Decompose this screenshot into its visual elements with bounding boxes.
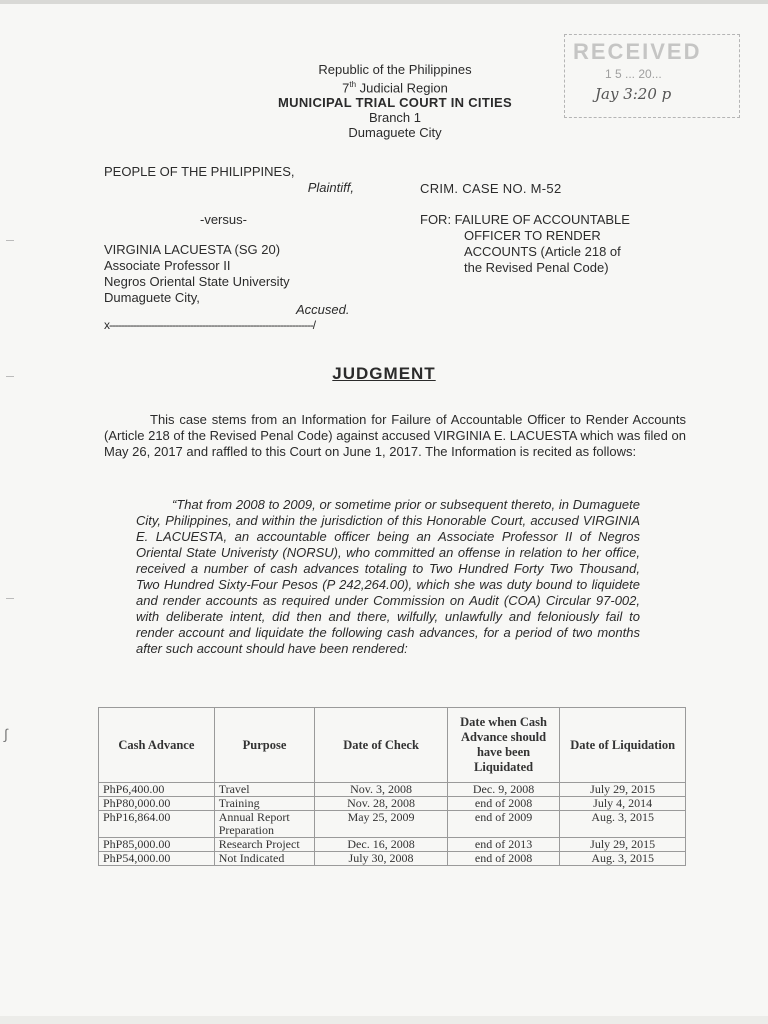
cell-due-date: end of 2008 xyxy=(447,852,560,866)
cell-check-date: May 25, 2009 xyxy=(315,811,447,838)
offense-line-4: the Revised Penal Code) xyxy=(464,260,609,275)
scan-edge-top xyxy=(0,0,768,4)
table-row xyxy=(99,811,686,838)
cell-due-date: end of 2008 xyxy=(447,797,560,811)
table-row xyxy=(99,797,686,811)
cell-purpose: Annual Report Preparation xyxy=(214,811,315,838)
cell-check-date: Nov. 28, 2008 xyxy=(315,797,447,811)
stamp-word: RECEIVED xyxy=(573,39,702,64)
header-date-should-liquidate: Date when Cash Advance should have been Liquidated xyxy=(447,708,560,783)
stamp-date: 1 5 ... 20... xyxy=(605,67,662,81)
offense-line-2: OFFICER TO RENDER xyxy=(464,228,601,243)
cell-amount: PhP80,000.00 xyxy=(99,797,215,811)
cell-purpose: Travel xyxy=(214,783,315,797)
header-republic: Republic of the Philippines xyxy=(318,62,472,77)
margin-scan-tick xyxy=(6,240,14,241)
versus-label: -versus- xyxy=(200,212,247,227)
accused-name: VIRGINIA LACUESTA (SG 20) xyxy=(104,242,281,257)
table-row xyxy=(99,852,686,866)
cell-due-date: end of 2009 xyxy=(447,811,560,838)
cell-liquidation-date: Aug. 3, 2015 xyxy=(560,811,686,838)
accused-label: Accused. xyxy=(296,302,350,317)
cell-amount: PhP54,000.00 xyxy=(99,852,215,866)
header-region-text: Judicial Region xyxy=(356,80,448,96)
accused-position: Associate Professor II xyxy=(104,258,231,273)
offense-line-3: ACCOUNTS (Article 218 of xyxy=(464,244,621,259)
header-branch: Branch 1 xyxy=(368,110,422,126)
cell-amount: PhP85,000.00 xyxy=(99,838,215,852)
offense-line-1: FOR: FAILURE OF ACCOUNTABLE xyxy=(420,212,630,227)
cell-check-date: Nov. 3, 2008 xyxy=(315,783,447,797)
judgment-title xyxy=(0,364,768,384)
table-row xyxy=(99,783,686,797)
margin-scan-tick xyxy=(6,598,14,599)
cell-purpose: Training xyxy=(214,797,315,811)
header-region-ordinal: 7 xyxy=(342,80,350,96)
case-number: CRIM. CASE NO. M-52 xyxy=(420,181,562,196)
accused-block xyxy=(104,242,384,306)
cell-purpose: Not Indicated xyxy=(214,852,315,866)
accused-school: Negros Oriental State University xyxy=(104,274,290,289)
cell-due-date: Dec. 9, 2008 xyxy=(447,783,560,797)
intro-paragraph: This case stems from an Information for Failure of Accountable Officer to Render Accounts (Article 218 of the Revised Penal Code) against accused VIRGINIA E. LACUESTA which was filed on May 26, 2017 and raffled to this Court on June 1, 2017. The Information is recited as follows: xyxy=(104,412,686,459)
header-city: Dumaguete City xyxy=(348,125,442,141)
header-purpose: Purpose xyxy=(214,708,315,783)
header-region-suffix: th xyxy=(349,80,357,89)
accused-city: Dumaguete City, xyxy=(104,290,200,305)
stamp-signature: Jay 3:20 p xyxy=(595,85,672,103)
cell-check-date: July 30, 2008 xyxy=(315,852,447,866)
plaintiff-label: Plaintiff, xyxy=(307,180,354,195)
cell-liquidation-date: Aug. 3, 2015 xyxy=(560,852,686,866)
cash-advance-table xyxy=(98,707,686,866)
cell-liquidation-date: July 29, 2015 xyxy=(560,783,686,797)
received-stamp xyxy=(564,34,740,118)
plaintiff-name: PEOPLE OF THE PHILIPPINES, xyxy=(104,164,295,179)
table-row xyxy=(99,838,686,852)
cell-liquidation-date: July 29, 2015 xyxy=(560,838,686,852)
judgment-title-text: JUDGMENT xyxy=(332,364,436,383)
cell-amount: PhP6,400.00 xyxy=(99,783,215,797)
margin-binding-mark: ∫ xyxy=(4,726,8,742)
information-quote: “That from 2008 to 2009, or sometime prior or subsequent thereto, in Dumaguete City, Philippines, and within the jurisdiction of this Honorable Court, accused VIRGINIA E. LACUESTA, an accountable officer being an Associate Professor II of Negros Oriental State Univeristy (NORSU), who committed an offense in relation to her office, received a number of cash advances totaling to Two Hundred Forty Two Thousand, Two Hundred Sixty-Four Pesos (P 242,264.00), which she was duty bound to liquidete and render accounts as required under Commission on Audit (COA) Circular 97-002, with deliberate intent, did then and there, wilfully, unlawfully and feloniously fail to render account and liquidate the following cash advances, for a period of two months after such account should have been rendered: xyxy=(136,497,640,656)
header-court: MUNICIPAL TRIAL COURT IN CITIES xyxy=(278,95,512,111)
scan-edge-bottom xyxy=(0,1016,768,1024)
cell-check-date: Dec. 16, 2008 xyxy=(315,838,447,852)
margin-scan-tick xyxy=(6,376,14,377)
table-header-row xyxy=(99,708,686,783)
header-date-of-liquidation: Date of Liquidation xyxy=(560,708,686,783)
cell-purpose: Research Project xyxy=(214,838,315,852)
case-caption-plaintiff xyxy=(104,164,404,196)
cell-due-date: end of 2013 xyxy=(447,838,560,852)
header-cash-advance: Cash Advance xyxy=(99,708,215,783)
header-date-of-check: Date of Check xyxy=(315,708,447,783)
case-offense xyxy=(420,212,700,276)
caption-separator: x--------------------------------------------------------------------/ xyxy=(104,318,316,332)
cell-amount: PhP16,864.00 xyxy=(99,811,215,838)
cell-liquidation-date: July 4, 2014 xyxy=(560,797,686,811)
